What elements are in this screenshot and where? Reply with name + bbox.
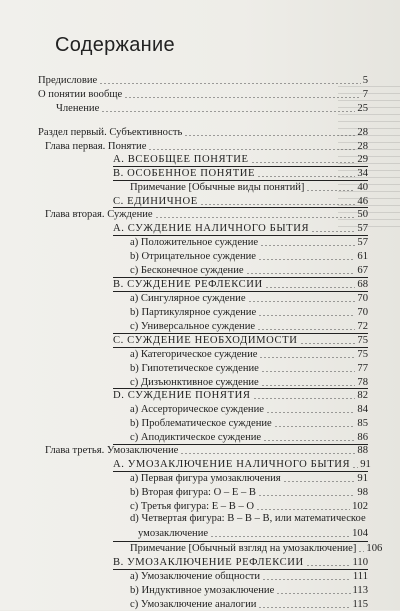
toc-page-number: 34 (357, 168, 368, 179)
toc-entry (130, 471, 368, 485)
toc-entry-label: b) Проблематическое суждение (130, 418, 272, 429)
toc-entry-label: с) Универсальное суждение (130, 321, 256, 332)
toc-page-number: 61 (357, 251, 368, 262)
toc-entry (130, 583, 368, 597)
toc-entry (130, 430, 368, 444)
toc-entry (130, 235, 368, 249)
dot-leader (257, 329, 355, 330)
toc-entry-label: b) Отрицательное суждение (130, 251, 257, 262)
toc-page-number: 88 (357, 445, 368, 456)
toc-entry (130, 569, 368, 583)
toc-entry-label: а) Сингулярное суждение (130, 293, 246, 304)
toc-entry (113, 194, 368, 208)
toc-entry (113, 555, 368, 569)
toc-entry-label: А. СУЖДЕНИЕ НАЛИЧНОГО БЫТИЯ (113, 223, 310, 234)
toc-entry (130, 361, 368, 375)
dot-leader (306, 190, 355, 191)
toc-page-number: 7 (362, 89, 368, 100)
toc-entry-label: А. ВСЕОБЩЕЕ ПОНЯТИЕ (113, 154, 249, 165)
toc-entry-label: с) Дизъюнктивное суждение (130, 377, 259, 388)
toc-entry-label-line2: умозаключение (138, 528, 209, 539)
toc-entry (45, 443, 368, 457)
toc-entry-label: а) Положительное суждение (130, 237, 259, 248)
toc-page-number: 67 (357, 265, 368, 276)
toc-page-number: 75 (357, 349, 368, 360)
dot-leader (358, 551, 364, 552)
toc-entry (130, 263, 368, 277)
toc-entry (130, 249, 368, 263)
toc-entry (138, 526, 368, 540)
dot-leader (276, 593, 350, 594)
toc-entry-label: с) Умозаключение аналогии (130, 599, 257, 610)
toc-page-number: 86 (357, 432, 368, 443)
dot-leader (263, 440, 355, 441)
toc-entry-label: b) Индуктивное умозаключение (130, 585, 275, 596)
dot-leader (124, 97, 361, 98)
toc-page-number: 46 (357, 196, 368, 207)
toc-entry-label: Примечание [Обычные виды понятий] (130, 182, 305, 193)
toc-entry (130, 499, 368, 513)
toc-entry-label: с) Третья фигура: Е – В – О (130, 501, 255, 512)
toc-page-number: 85 (357, 418, 368, 429)
dot-leader (283, 481, 356, 482)
toc-entry-label: С. СУЖДЕНИЕ НЕОБХОДИМОСТИ (113, 335, 298, 346)
toc-page-number: 28 (357, 127, 368, 138)
toc-page-number: 28 (357, 141, 368, 152)
toc-page-number: 110 (352, 557, 368, 568)
toc-entry-label: Глава первая. Понятие (45, 141, 147, 152)
toc-entry-label: D. СУЖДЕНИЕ ПОНЯТИЯ (113, 390, 251, 401)
dot-leader (258, 607, 350, 608)
dot-leader (246, 273, 356, 274)
dot-leader (101, 111, 355, 112)
toc-page-number: 29 (357, 154, 368, 165)
toc-page-number: 40 (357, 182, 368, 193)
toc-page-number: 113 (352, 585, 368, 596)
toc-page-number: 98 (357, 487, 368, 498)
toc-page-number: 78 (357, 377, 368, 388)
dot-leader (300, 343, 356, 344)
toc-page-number: 91 (357, 473, 368, 484)
dot-leader (261, 371, 356, 372)
toc-entry (113, 277, 368, 291)
toc-entry-label: В. ОСОБЕННОЕ ПОНЯТИЕ (113, 168, 256, 179)
toc-entry (38, 125, 368, 139)
toc-entry (113, 166, 368, 180)
toc-page-number: 82 (357, 390, 368, 401)
toc-page-number: 50 (357, 209, 368, 220)
dot-leader (260, 245, 355, 246)
toc-page-number: 102 (352, 501, 368, 512)
dot-leader (259, 357, 355, 358)
toc-page-number: 77 (357, 363, 368, 374)
toc-entry (130, 375, 368, 389)
toc-page-number: 106 (366, 543, 383, 554)
toc-entry (113, 152, 368, 166)
toc-entry-label: О понятии вообще (38, 89, 123, 100)
dot-leader (184, 135, 355, 136)
dot-leader (256, 509, 350, 510)
toc-page-number: 70 (357, 307, 368, 318)
dot-leader (265, 287, 356, 288)
dot-leader (248, 301, 356, 302)
toc-entry-label: Членение (56, 103, 100, 114)
toc-entry-label: Раздел первый. Субъективность (38, 127, 183, 138)
toc-entry-label: а) Первая фигура умозаключения (130, 473, 281, 484)
toc-entry (113, 221, 368, 235)
toc-page-number: 57 (357, 237, 368, 248)
toc-page-number: 70 (357, 293, 368, 304)
toc-entry-label: А. УМОЗАКЛЮЧЕНИЕ НАЛИЧНОГО БЫТИЯ (113, 459, 351, 470)
toc-page-number: 5 (362, 75, 368, 86)
toc-entry-label: b) Вторая фигура: О – Е – В (130, 487, 256, 498)
dot-leader (258, 315, 355, 316)
toc-entry (130, 347, 368, 361)
toc-page-number: 104 (352, 528, 368, 539)
toc-entry (113, 333, 368, 347)
toc-entry (130, 319, 368, 333)
dot-leader (258, 259, 355, 260)
dot-leader (251, 162, 356, 163)
toc-entry-label-line1: d) Четвертая фигура: В – В – В, или математическое (130, 513, 366, 524)
toc-entry (113, 388, 368, 402)
dot-leader (261, 385, 356, 386)
dot-leader (257, 176, 355, 177)
dot-leader (352, 467, 358, 468)
toc-entry (56, 101, 368, 115)
toc-page-number: 68 (357, 279, 368, 290)
toc-entry (45, 207, 368, 221)
toc-entry (45, 139, 368, 153)
toc-page-number: 75 (357, 335, 368, 346)
toc-entry-label: с) Аподиктическое суждение (130, 432, 262, 443)
toc-entry (38, 73, 368, 87)
toc-entry-label: В. СУЖДЕНИЕ РЕФЛЕКСИИ (113, 279, 263, 290)
toc-page-number: 115 (352, 599, 368, 610)
toc-entry-label: а) Ассерторическое суждение (130, 404, 264, 415)
toc-entry (130, 402, 368, 416)
toc-entry-label: Предисловие (38, 75, 98, 86)
dot-leader (274, 426, 356, 427)
toc-page-number: 91 (360, 459, 371, 470)
toc-entry (130, 541, 383, 555)
toc-entry (130, 485, 368, 499)
dot-leader (258, 495, 355, 496)
toc-entry (38, 87, 368, 101)
toc-page-number: 84 (357, 404, 368, 415)
toc-page-number: 111 (352, 571, 368, 582)
toc-entry-label: Глава вторая. Суждение (45, 209, 153, 220)
toc-entry (130, 416, 368, 430)
toc-page-number: 72 (357, 321, 368, 332)
toc-entry-label: b) Гипотетическое суждение (130, 363, 259, 374)
toc-entry-label: b) Партикулярное суждение (130, 307, 257, 318)
page-title: Содержание (55, 34, 175, 56)
dot-leader (99, 83, 360, 84)
toc-entry (113, 457, 371, 471)
toc-entry-label: а) Умозаключение общности (130, 571, 261, 582)
toc-page-number: 57 (357, 223, 368, 234)
dot-leader (200, 204, 356, 205)
dot-leader (311, 231, 355, 232)
dot-leader (210, 536, 350, 537)
toc-entry-label: с) Бесконечное суждение (130, 265, 244, 276)
toc-entry-label: С. ЕДИНИЧНОЕ (113, 196, 198, 207)
dot-leader (266, 412, 355, 413)
toc-entry (130, 597, 368, 611)
toc-entry (130, 180, 368, 194)
toc-page-number: 25 (357, 103, 368, 114)
toc-entry-label: В. УМОЗАКЛЮЧЕНИЕ РЕФЛЕКСИИ (113, 557, 304, 568)
toc-entry-label: а) Категорическое суждение (130, 349, 258, 360)
dot-leader (253, 398, 356, 399)
toc-entry (130, 305, 368, 319)
dot-leader (180, 453, 355, 454)
dot-leader (306, 565, 351, 566)
toc-entry-label: Примечание [Обычный взгляд на умозаключение] (130, 543, 357, 554)
toc-entry (130, 291, 368, 305)
dot-leader (262, 579, 351, 580)
dot-leader (155, 217, 356, 218)
toc-entry-label: Глава третья. Умозаключение (45, 445, 179, 456)
dot-leader (148, 149, 355, 150)
